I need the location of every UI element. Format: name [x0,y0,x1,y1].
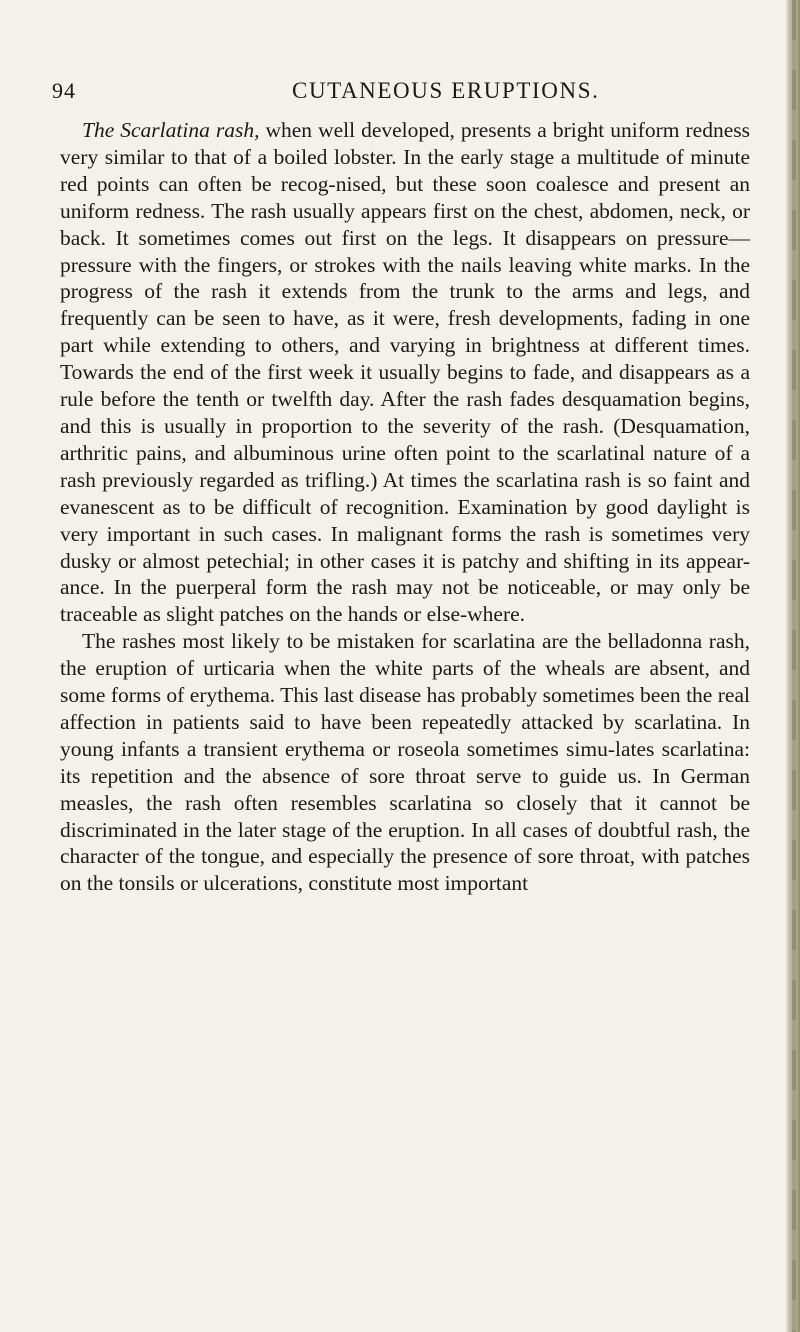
paragraph-text: when well developed, presents a bright uniform redness very similar to that of a boiled lobster. In the early stage a multitude of minute red points can often be recog-nised, but these soon coalesce and present an uniform redness. The rash usually appears first on the chest, abdomen, neck, or back. It sometimes comes out first on the legs. It disappears on pressure—pressure with the fingers, or strokes with the nails leaving white marks. In the progress of the rash it extends from the trunk to the arms and legs, and frequently can be seen to have, as it were, fresh developments, fading in one part while extending to others, and varying in brightness at different times. Towards the end of the first week it usually begins to fade, and disappears as a rule before the tenth or twelfth day. After the rash fades desquamation begins, and this is usually in proportion to the severity of the rash. (Desquamation, arthritic pains, and albuminous urine often point to the scarlatinal nature of a rash previously regarded as trifling.) At times the scarlatina rash is so faint and evanescent as to be difficult of recognition. Examination by good daylight is very important in such cases. In malignant forms the rash is sometimes very dusky or almost petechial; in other cases it is patchy and shifting in its appear-ance. In the puerperal form the rash may not be noticeable, or may only be traceable as slight patches on the hands or else-where. [60,118,750,627]
page-header [52,78,732,108]
running-title: CUTANEOUS ERUPTIONS. [292,78,600,103]
paragraph-differential-rashes [60,628,750,897]
paragraph-scarlatina-rash [60,117,750,628]
body-text [60,117,750,897]
page-edge-binding [792,0,796,1332]
paragraph-text: The rashes most likely to be mistaken for scarlatina are the belladonna rash, the eruption of urticaria when the white parts of the wheals are absent, and some forms of erythema. This last disease has probably sometimes been the real affection in patients said to have been repeatedly attacked by scarlatina. In young infants a transient erythema or roseola sometimes simu-lates scarlatina: its repetition and the absence of sore throat serve to guide us. In German measles, the rash often resembles scarlatina so closely that it cannot be discriminated in the later stage of the eruption. In all cases of doubtful rash, the character of the tongue, and especially the presence of sore throat, with patches on the tonsils or ulcerations, constitute most important [60,629,750,896]
page-number: 94 [52,78,76,103]
paragraph-lead-italic: The Scarlatina rash, [82,118,260,142]
